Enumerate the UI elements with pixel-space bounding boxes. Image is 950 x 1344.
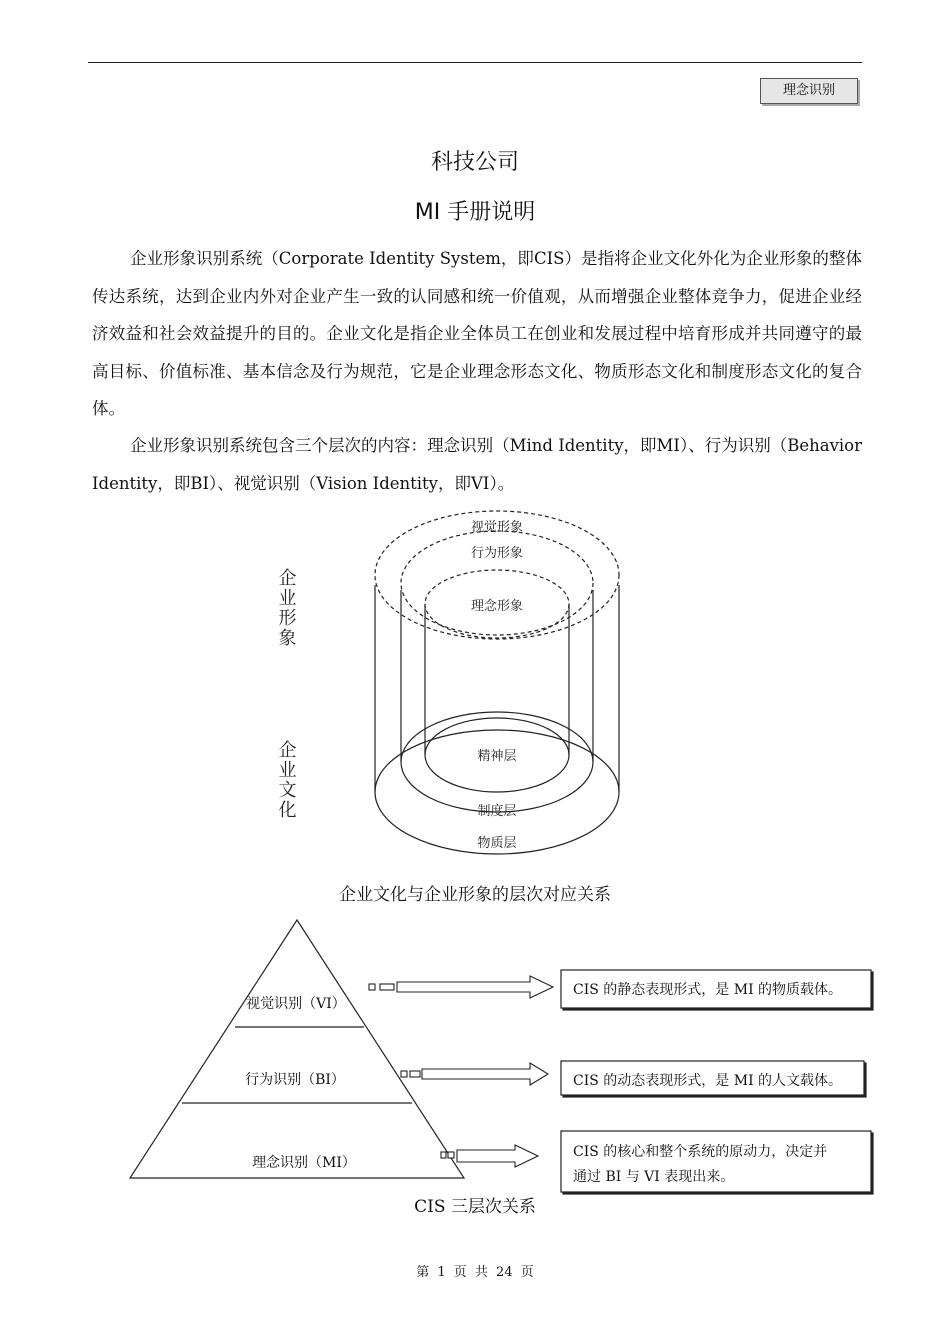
label-spirit-layer: 精神层	[477, 749, 517, 764]
pyramid-label-mi: 理念识别（MI）	[252, 1155, 356, 1171]
section-tag: 理念识别	[760, 78, 858, 104]
paragraph-levels: 企业形象识别系统包含三个层次的内容：理念识别（Mind Identity，即MI）、行为识别（Behavior Identity，即BI）、视觉识别（Vision Identity，即VI）。	[92, 436, 862, 493]
figure1-caption: 企业文化与企业形象的层次对应关系	[339, 885, 611, 905]
document-subtitle: MI 手册说明	[414, 200, 536, 225]
pyramid-label-bi: 行为识别（BI）	[245, 1072, 345, 1088]
page-footer: 第 1 页 共 24 页	[416, 1265, 534, 1280]
figure2-caption: CIS 三层次关系	[414, 1197, 536, 1217]
paragraph-intro: 企业形象识别系统（Corporate Identity System，即CIS）是指将企业文化外化为企业形象的整体传达系统，达到企业内外对企业产生一致的认同感和统一价值观，从而增强企业整体竞争力，促进企业经济效益和社会效益提升的目的。企业文化是指企业全体员工在创业和发展过程中培育形成并共同遵守的最高目标、价值标准、基本信念及行为规范，它是企业理念形态文化、物质形态文化和制度形态文化的复合体。	[92, 249, 862, 418]
culture-image-diagram	[0, 500, 950, 870]
arrow-bi	[401, 1063, 548, 1085]
pyramid-label-vi: 视觉识别（VI）	[246, 996, 346, 1012]
label-corporate-culture: 企业文化	[275, 740, 297, 820]
cis-pyramid-diagram	[0, 910, 950, 1200]
label-mind-image: 理念形象	[470, 599, 524, 614]
label-system-layer: 制度层	[477, 804, 517, 819]
document-title: 科技公司	[430, 150, 519, 175]
label-visual-image: 视觉形象	[470, 520, 524, 535]
desc-mi-line2: 通过 BI 与 VI 表现出来。	[573, 1169, 735, 1185]
pyramid-outline	[130, 920, 464, 1178]
label-behavior-image: 行为形象	[470, 546, 524, 561]
header-rule	[88, 62, 862, 63]
arrow-mi	[441, 1145, 538, 1167]
desc-bi: CIS 的动态表现形式，是 MI 的人文载体。	[573, 1073, 843, 1089]
label-corporate-image: 企业形象	[275, 568, 297, 648]
arrow-vi	[369, 976, 553, 998]
desc-vi: CIS 的静态表现形式，是 MI 的物质载体。	[573, 982, 843, 998]
desc-mi-line1: CIS 的核心和整个系统的原动力，决定并	[573, 1144, 828, 1160]
label-material-layer: 物质层	[477, 836, 517, 851]
